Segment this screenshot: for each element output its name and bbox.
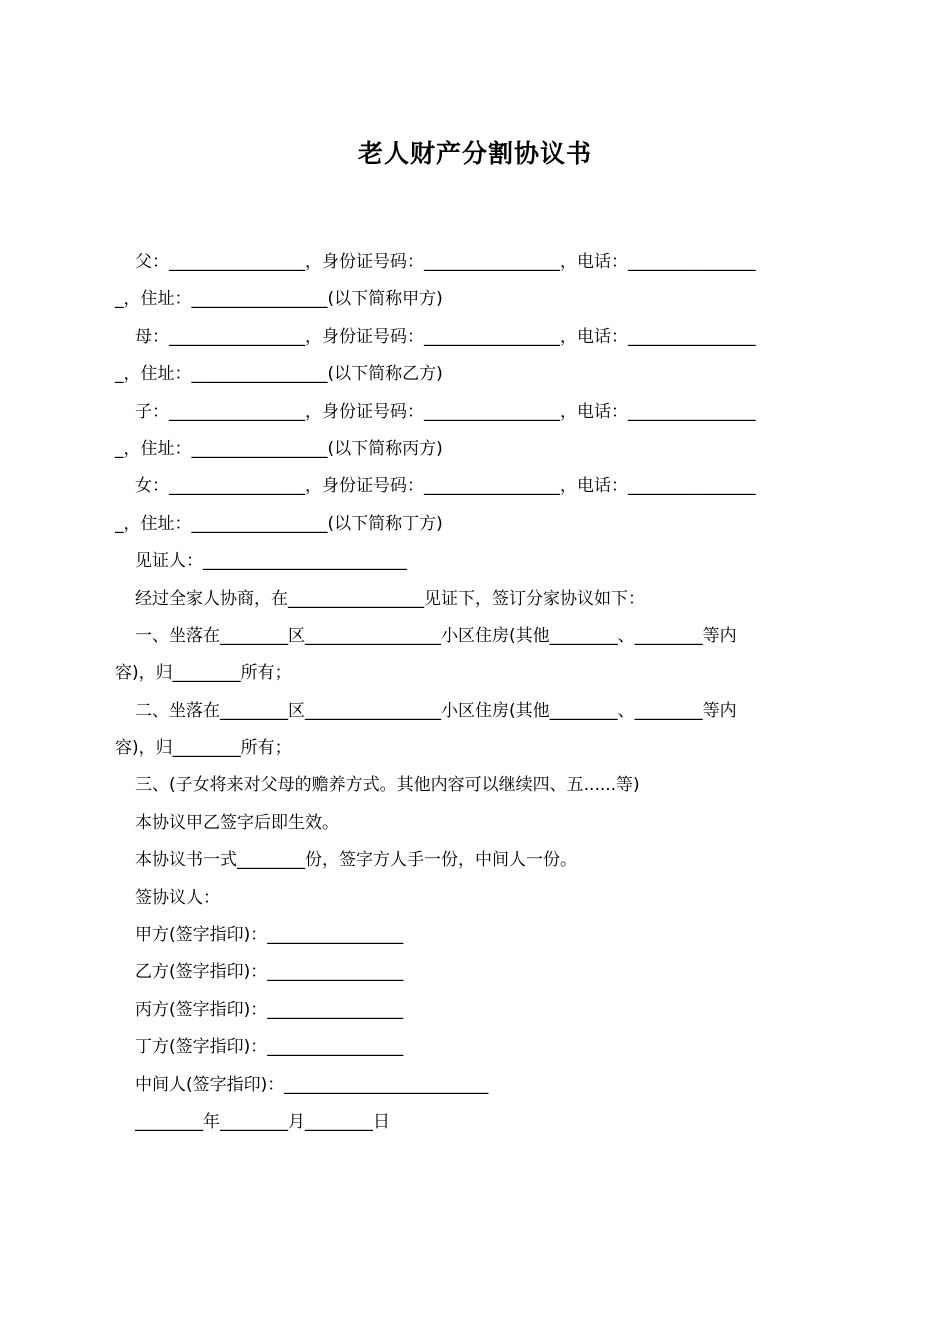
document-body bbox=[115, 244, 837, 1141]
clause-one-continued-line: 容)，归________所有； bbox=[115, 663, 292, 684]
son-info-line: 子：________________，身份证号码：________________，电话：_______________ bbox=[135, 401, 756, 422]
mother-info-line: 母：________________，身份证号码：________________，电话：_______________ bbox=[135, 326, 756, 347]
witness-line: 见证人：________________________ bbox=[135, 551, 407, 572]
document-title: 老人财产分割协议书 bbox=[357, 139, 592, 168]
party-d-signature-line: 丁方(签字指印)：________________ bbox=[135, 1037, 404, 1058]
copies-clause-line: 本协议书一式________份，签字方人手一份，中间人一份。 bbox=[135, 850, 577, 871]
father-info-line: 父：________________，身份证号码：________________，电话：_______________ bbox=[135, 252, 756, 272]
party-a-signature-line: 甲方(签字指印)：________________ bbox=[135, 925, 404, 946]
party-c-signature-line: 丙方(签字指印)：________________ bbox=[135, 999, 404, 1020]
effective-clause-line: 本协议甲乙签字后即生效。 bbox=[135, 812, 339, 833]
clause-two-continued-line: 容)，归________所有； bbox=[115, 738, 292, 759]
clause-two-line: 二、坐落在________区________________小区住房(其他________、________等内 bbox=[135, 700, 737, 721]
clause-one-line: 一、坐落在________区________________小区住房(其他________、________等内 bbox=[135, 625, 737, 646]
preamble-line: 经过全家人协商，在________________见证下，签订分家协议如下： bbox=[135, 588, 645, 609]
son-address-line: _，住址：________________(以下简称丙方) bbox=[115, 438, 443, 459]
clause-three-line: 三、(子女将来对父母的赡养方式。其他内容可以继续四、五......等) bbox=[135, 775, 640, 796]
intermediary-signature-line: 中间人(签字指印)：________________________ bbox=[135, 1074, 489, 1095]
signatories-heading: 签协议人： bbox=[135, 887, 220, 908]
daughter-info-line: 女：________________，身份证号码：________________，电话：_______________ bbox=[135, 476, 756, 497]
date-line: ________年________月________日 bbox=[135, 1111, 390, 1132]
party-b-signature-line: 乙方(签字指印)：________________ bbox=[135, 962, 404, 983]
daughter-address-line: _，住址：________________(以下简称丁方) bbox=[115, 513, 443, 534]
mother-address-line: _，住址：________________(以下简称乙方) bbox=[115, 364, 443, 385]
father-address-line: _，住址：________________(以下简称甲方) bbox=[115, 289, 443, 310]
